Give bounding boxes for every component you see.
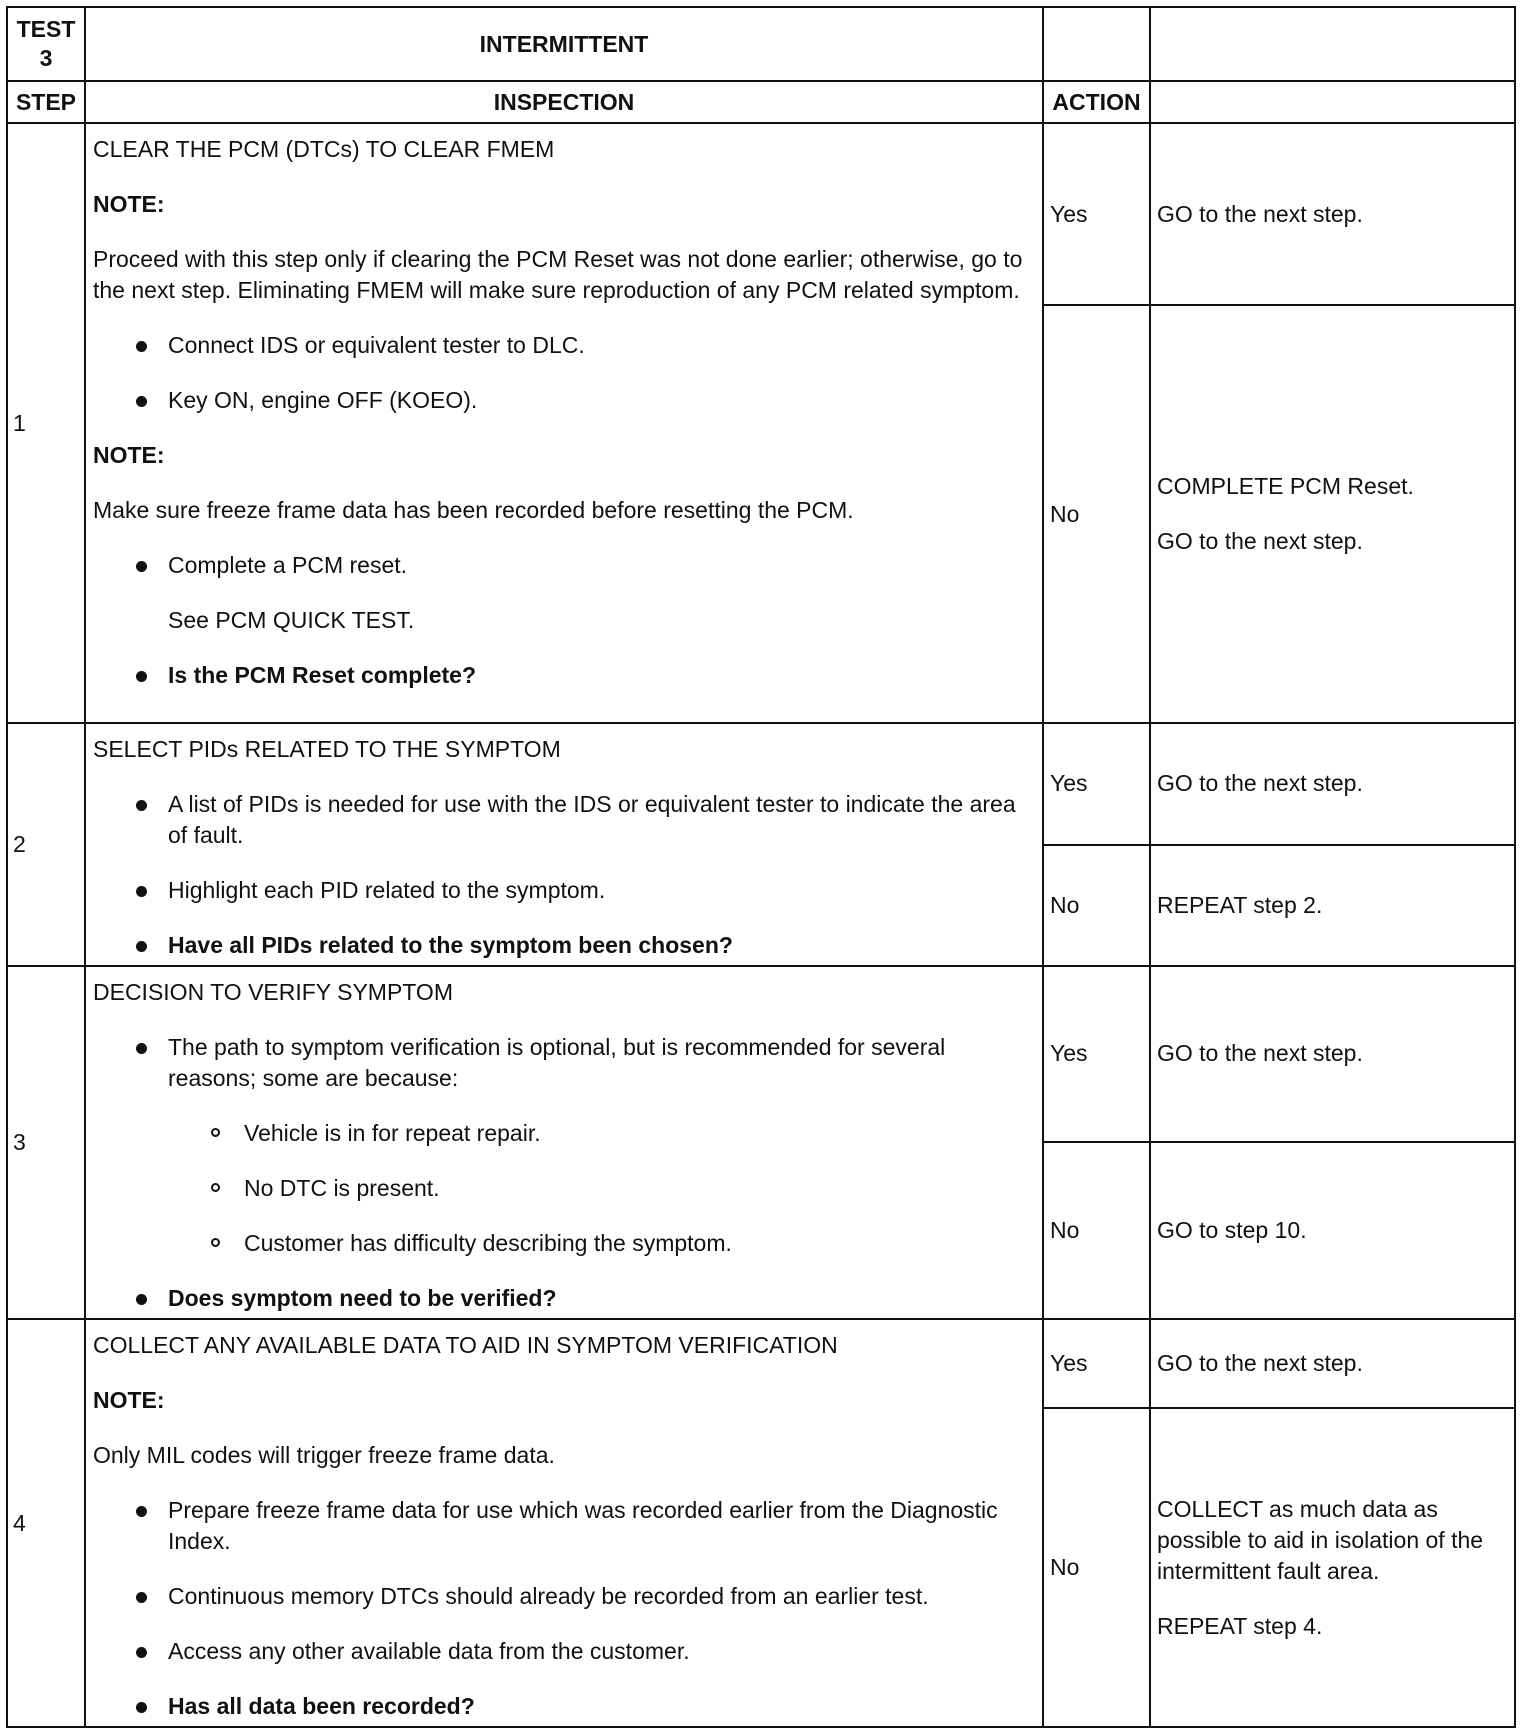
column-step: STEP bbox=[7, 81, 85, 123]
no-label: No bbox=[1043, 845, 1150, 967]
yes-action: GO to the next step. bbox=[1150, 123, 1515, 305]
bullet-item: Highlight each PID related to the symptom. bbox=[93, 875, 1036, 906]
yes-label: Yes bbox=[1043, 1319, 1150, 1408]
step-number: 3 bbox=[7, 966, 85, 1319]
bullet-item: The path to symptom verification is optional, but is recommended for several reasons; some are because: bbox=[93, 1032, 1036, 1094]
step-2-inspection bbox=[85, 723, 1043, 966]
empty-header-cell bbox=[1150, 81, 1515, 123]
note-text: Only MIL codes will trigger freeze frame data. bbox=[93, 1442, 555, 1468]
step-1-inspection bbox=[85, 123, 1043, 723]
empty-header-cell bbox=[1043, 7, 1150, 81]
no-action bbox=[1150, 305, 1515, 723]
bullet-item: Complete a PCM reset. bbox=[93, 550, 1036, 581]
test-table bbox=[6, 6, 1516, 1728]
step-number: 2 bbox=[7, 723, 85, 966]
yes-action: GO to the next step. bbox=[1150, 723, 1515, 845]
title-row bbox=[7, 7, 1515, 81]
sub-bullet-item: No DTC is present. bbox=[93, 1173, 1036, 1204]
test-title: INTERMITTENT bbox=[85, 7, 1043, 81]
step-1-yes-row bbox=[7, 123, 1515, 305]
note-label: NOTE: bbox=[93, 191, 165, 217]
step-number: 4 bbox=[7, 1319, 85, 1727]
step-question: Is the PCM Reset complete? bbox=[93, 660, 1036, 691]
no-action: GO to step 10. bbox=[1150, 1142, 1515, 1319]
no-action: REPEAT step 2. bbox=[1150, 845, 1515, 967]
action-line: COMPLETE PCM Reset. bbox=[1157, 473, 1414, 499]
step-question: Has all data been recorded? bbox=[93, 1691, 1036, 1722]
empty-header-cell bbox=[1150, 7, 1515, 81]
yes-label: Yes bbox=[1043, 123, 1150, 305]
no-label: No bbox=[1043, 1142, 1150, 1319]
step-question: Does symptom need to be verified? bbox=[93, 1283, 1036, 1314]
step-number: 1 bbox=[7, 123, 85, 723]
no-label: No bbox=[1043, 1408, 1150, 1727]
yes-label: Yes bbox=[1043, 966, 1150, 1142]
bullet-item: Prepare freeze frame data for use which was recorded earlier from the Diagnostic Index. bbox=[93, 1495, 1036, 1557]
step-title: CLEAR THE PCM (DTCs) TO CLEAR FMEM bbox=[93, 136, 555, 162]
yes-action: GO to the next step. bbox=[1150, 1319, 1515, 1408]
step-3-inspection bbox=[85, 966, 1043, 1319]
step-title: DECISION TO VERIFY SYMPTOM bbox=[93, 979, 453, 1005]
step-question: Have all PIDs related to the symptom been chosen? bbox=[93, 930, 1036, 961]
bullet-item: Access any other available data from the customer. bbox=[93, 1636, 1036, 1667]
step-title: SELECT PIDs RELATED TO THE SYMPTOM bbox=[93, 736, 561, 762]
step-2-yes-row bbox=[7, 723, 1515, 845]
step-4-yes-row bbox=[7, 1319, 1515, 1408]
bullet-item: Continuous memory DTCs should already be recorded from an earlier test. bbox=[93, 1581, 1036, 1612]
note-label: NOTE: bbox=[93, 442, 165, 468]
note-label: NOTE: bbox=[93, 1387, 165, 1413]
step-4-inspection bbox=[85, 1319, 1043, 1727]
note-text: Proceed with this step only if clearing the PCM Reset was not done earlier; otherwise, go to the next step. Eliminating FMEM will make sure reproduction of any PCM related symptom. bbox=[93, 246, 1023, 303]
action-line: GO to the next step. bbox=[1157, 528, 1363, 554]
yes-label: Yes bbox=[1043, 723, 1150, 845]
bullet-item: Key ON, engine OFF (KOEO). bbox=[93, 385, 1036, 416]
sub-bullet-item: Customer has difficulty describing the symptom. bbox=[93, 1228, 1036, 1259]
column-header-row bbox=[7, 81, 1515, 123]
test-number-cell bbox=[7, 7, 85, 81]
action-line: REPEAT step 4. bbox=[1157, 1612, 1323, 1639]
sub-bullet-item: Vehicle is in for repeat repair. bbox=[93, 1118, 1036, 1149]
action-line: COLLECT as much data as possible to aid in isolation of the intermittent fault area. bbox=[1157, 1495, 1484, 1584]
bullet-item: A list of PIDs is needed for use with the IDS or equivalent tester to indicate the area of fault. bbox=[93, 789, 1036, 851]
step-3-yes-row bbox=[7, 966, 1515, 1142]
test-number: 3 bbox=[39, 45, 53, 71]
bullet-subtext: See PCM QUICK TEST. bbox=[168, 607, 415, 633]
column-action: ACTION bbox=[1043, 81, 1150, 123]
column-inspection: INSPECTION bbox=[85, 81, 1043, 123]
bullet-item: Connect IDS or equivalent tester to DLC. bbox=[93, 330, 1036, 361]
step-title: COLLECT ANY AVAILABLE DATA TO AID IN SYMPTOM VERIFICATION bbox=[93, 1332, 838, 1358]
no-action bbox=[1150, 1408, 1515, 1727]
note-text: Make sure freeze frame data has been recorded before resetting the PCM. bbox=[93, 497, 854, 523]
no-label: No bbox=[1043, 305, 1150, 723]
test-label: TEST bbox=[16, 16, 76, 42]
yes-action: GO to the next step. bbox=[1150, 966, 1515, 1142]
